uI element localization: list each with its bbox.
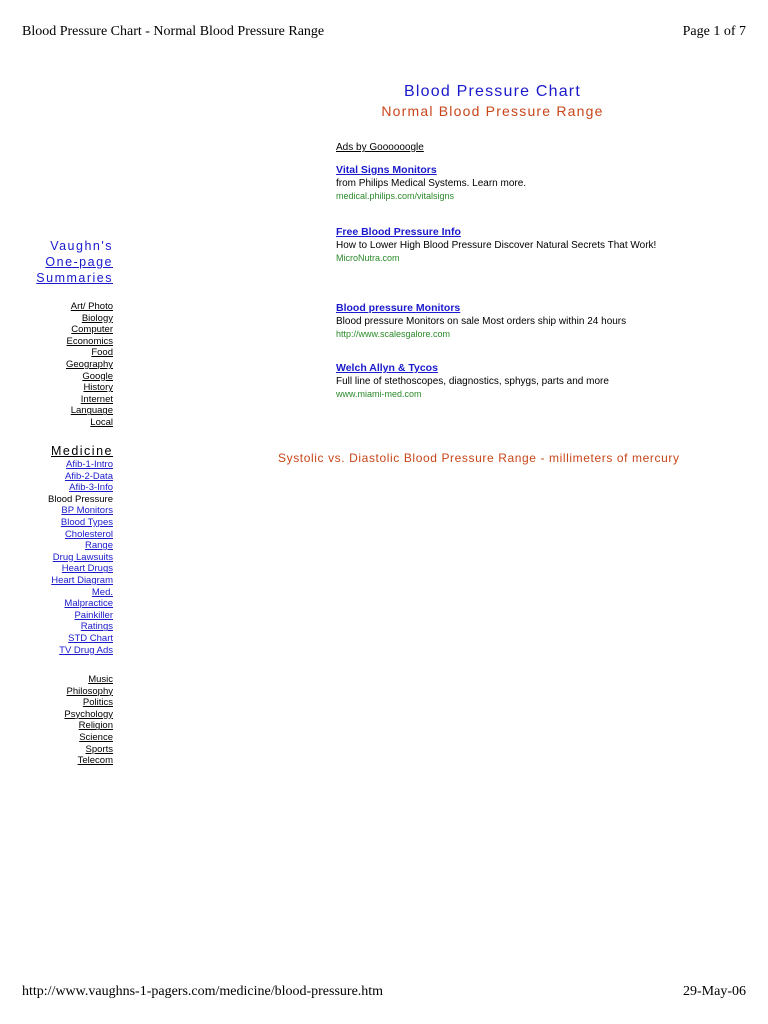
sidebar-medicine <box>48 444 113 656</box>
sidebar-topics-2 <box>64 674 113 767</box>
ad-item <box>336 164 666 203</box>
sidebar-item-drug-lawsuits[interactable]: Drug Lawsuits <box>52 551 113 563</box>
sidebar-item-biology[interactable]: Biology <box>81 312 113 324</box>
sidebar-heading-link[interactable]: Summaries <box>36 271 113 285</box>
ad-url-link[interactable]: www.miami-med.com <box>336 389 422 399</box>
sidebar-item-food[interactable]: Food <box>91 347 113 359</box>
ad-title-link[interactable]: Vital Signs Monitors <box>336 164 437 176</box>
sidebar-heading-link[interactable]: One-page <box>45 255 113 269</box>
sidebar-item-heart-diagram[interactable]: Heart Diagram <box>51 574 113 586</box>
ad-description: Full line of stethoscopes, diagnostics, sphygs, parts and more <box>336 376 609 387</box>
sidebar-item-afib-2[interactable]: Afib-2-Data <box>64 470 113 482</box>
ad-item <box>336 226 666 265</box>
sidebar-item-bp-monitors[interactable]: BP Monitors <box>61 505 113 517</box>
sidebar-item-sports[interactable]: Sports <box>85 743 113 755</box>
sidebar-item-tv-drug-ads[interactable]: TV Drug Ads <box>59 644 113 656</box>
sidebar-heading-line: Vaughn's <box>50 239 113 253</box>
sidebar-item-telecom[interactable]: Telecom <box>77 755 113 767</box>
sidebar-item-afib-1[interactable]: Afib-1-Intro <box>66 459 113 470</box>
sidebar-item-afib-3[interactable]: Afib-3-Info <box>69 482 113 494</box>
ad-description: Blood pressure Monitors on sale Most orders ship within 24 hours <box>336 316 627 327</box>
sidebar-item-ratings[interactable]: Ratings <box>80 621 113 633</box>
sidebar-item-language[interactable]: Language <box>70 405 113 417</box>
sidebar-item-psychology[interactable]: Psychology <box>64 708 113 720</box>
ad-url-link[interactable]: medical.philips.com/vitalsigns <box>336 191 455 201</box>
sidebar-medicine-heading[interactable]: Medicine <box>50 444 113 458</box>
sidebar-item-history[interactable]: History <box>83 382 113 394</box>
sidebar-item-cholesterol[interactable]: Cholesterol <box>64 528 113 540</box>
page-number: Page 1 of 7 <box>682 24 746 39</box>
print-header-title: Blood Pressure Chart - Normal Blood Pressure Range <box>22 24 325 39</box>
ad-title-link[interactable]: Free Blood Pressure Info <box>336 226 461 238</box>
sidebar-item-internet[interactable]: Internet <box>80 393 113 405</box>
sidebar-item-science[interactable]: Science <box>79 731 113 743</box>
sidebar-item-current: Blood Pressure <box>48 493 113 505</box>
sidebar-item-blood-types[interactable]: Blood Types <box>60 516 113 528</box>
ad-url-link[interactable]: http://www.scalesgalore.com <box>336 329 451 339</box>
sidebar-item-std-chart[interactable]: STD Chart <box>68 632 113 644</box>
sidebar-item-local[interactable]: Local <box>90 416 113 428</box>
print-footer-date: 29-May-06 <box>683 984 746 999</box>
ads-block <box>336 141 666 399</box>
page-subtitle: Normal Blood Pressure Range <box>381 103 604 119</box>
ads-by-google-link[interactable]: Ads by Goooooogle <box>336 142 424 153</box>
sidebar-item-geography[interactable]: Geography <box>65 358 113 370</box>
sidebar-item-religion[interactable]: Religion <box>78 720 113 732</box>
sidebar-item-range[interactable]: Range <box>85 540 113 552</box>
sidebar-heading <box>36 238 113 286</box>
sidebar-item-painkiller[interactable]: Painkiller <box>74 609 113 621</box>
sidebar-item-computer[interactable]: Computer <box>71 324 113 336</box>
section-heading: Systolic vs. Diastolic Blood Pressure Range - millimeters of mercury <box>278 451 680 465</box>
sidebar-item-malpractice[interactable]: Malpractice <box>64 598 113 610</box>
ad-title-link[interactable]: Blood pressure Monitors <box>336 302 461 314</box>
ad-item <box>336 302 666 341</box>
sidebar-item-politics[interactable]: Politics <box>82 697 113 709</box>
sidebar-item-art-photo[interactable]: Art/ Photo <box>70 301 113 312</box>
ad-description: How to Lower High Blood Pressure Discover Natural Secrets That Work! <box>336 240 657 251</box>
ad-url-link[interactable]: MicroNutra.com <box>336 253 400 263</box>
sidebar-item-google[interactable]: Google <box>82 370 113 382</box>
ad-item <box>336 362 666 401</box>
ad-title-link[interactable]: Welch Allyn & Tycos <box>336 362 438 374</box>
sidebar-item-med[interactable]: Med. <box>91 586 113 598</box>
sidebar-item-economics[interactable]: Economics <box>66 335 113 347</box>
sidebar-item-philosophy[interactable]: Philosophy <box>66 685 113 697</box>
print-footer-url: http://www.vaughns-1-pagers.com/medicine/blood-pressure.htm <box>22 984 384 999</box>
sidebar-item-music[interactable]: Music <box>88 674 113 685</box>
ad-description: from Philips Medical Systems. Learn more. <box>336 178 527 189</box>
sidebar-item-heart-drugs[interactable]: Heart Drugs <box>61 563 113 575</box>
page-title: Blood Pressure Chart <box>404 83 581 100</box>
sidebar-topics <box>66 301 113 429</box>
